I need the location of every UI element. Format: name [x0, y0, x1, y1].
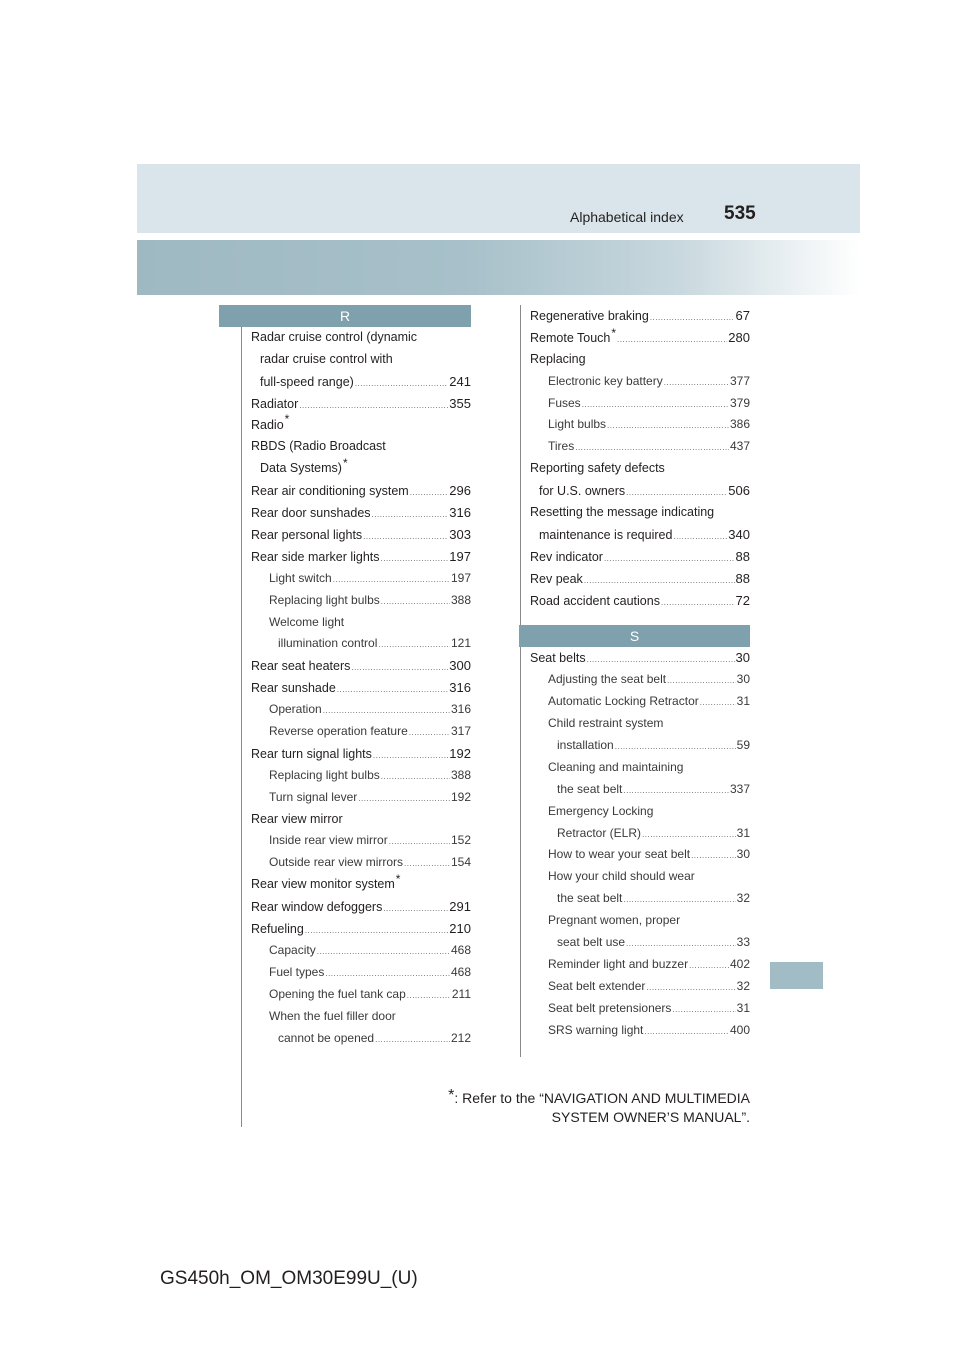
index-entry [530, 998, 750, 1020]
entry-label: Rear sunshade [251, 681, 336, 696]
entry-page: 241 [449, 373, 471, 389]
entry-page: 437 [729, 439, 750, 454]
index-entry [251, 743, 471, 765]
index-entry [530, 823, 750, 845]
entry-page: 31 [736, 694, 750, 709]
entry-page: 303 [449, 527, 471, 543]
index-entry [530, 691, 750, 713]
dot-leader [375, 1029, 450, 1051]
page-title: Alphabetical index [570, 209, 684, 225]
dot-leader [691, 845, 736, 867]
index-entry [530, 436, 750, 458]
entry-label: Resetting the message indicating [530, 505, 715, 520]
entry-label: full-speed range) [260, 374, 354, 389]
dot-leader [337, 679, 449, 701]
entry-label: Replacing [530, 351, 586, 366]
dot-leader [363, 526, 448, 548]
dot-leader [587, 649, 735, 671]
index-list-r-right [530, 305, 750, 611]
index-entry [530, 954, 750, 976]
entry-label: Rear side marker lights [251, 549, 380, 564]
dot-leader [626, 482, 727, 504]
index-entry [251, 962, 471, 984]
index-entry [251, 633, 471, 655]
entry-page: 197 [449, 548, 471, 564]
left-column [219, 305, 471, 1049]
index-heading [530, 349, 750, 371]
index-heading [530, 910, 750, 932]
dot-leader [623, 780, 729, 802]
index-entry [530, 1020, 750, 1042]
index-entry [251, 677, 471, 699]
index-heading [530, 502, 750, 524]
entry-page: 300 [449, 658, 471, 674]
index-entry [251, 852, 471, 874]
dot-leader [372, 504, 449, 526]
entry-label: radar cruise control with [260, 351, 393, 366]
entry-page: 32 [736, 978, 750, 993]
index-entry [251, 393, 471, 415]
entry-label: Refueling [251, 922, 304, 937]
entry-page: 33 [736, 935, 750, 950]
asterisk-mark: * [342, 456, 348, 471]
index-entry [251, 655, 471, 677]
index-entry [530, 590, 750, 612]
entry-page: 402 [729, 956, 750, 971]
entry-label: SRS warning light [548, 1022, 644, 1037]
entry-page: 316 [449, 680, 471, 696]
entry-page: 88 [735, 548, 750, 564]
dot-leader [673, 526, 727, 548]
dot-leader [626, 933, 736, 955]
entry-label: Radiator [251, 396, 299, 411]
index-entry [530, 371, 750, 393]
dot-leader [407, 985, 451, 1007]
index-entry [251, 480, 471, 502]
index-entry [530, 393, 750, 415]
dot-leader [404, 853, 450, 875]
entry-label: Retractor (ELR) [557, 825, 642, 840]
dot-leader [358, 788, 450, 810]
dot-leader [317, 941, 450, 963]
index-entry [530, 976, 750, 998]
entry-label: cannot be opened [278, 1030, 375, 1045]
entry-label: Fuel types [269, 964, 325, 979]
entry-label: Tires [548, 439, 575, 454]
entry-page: 337 [729, 781, 750, 796]
index-entry [530, 305, 750, 327]
index-entry [530, 932, 750, 954]
index-entry [251, 699, 471, 721]
dot-leader [325, 963, 450, 985]
entry-label: maintenance is required [539, 527, 673, 542]
entry-label: Road accident cautions [530, 593, 660, 608]
entry-page: 296 [449, 483, 471, 499]
entry-page: 192 [449, 745, 471, 761]
entry-label: Reporting safety defects [530, 461, 665, 476]
entry-page: 211 [451, 986, 471, 1001]
dot-leader [646, 977, 735, 999]
dot-leader [381, 591, 450, 613]
dot-leader [607, 415, 729, 437]
entry-label: the seat belt [557, 781, 623, 796]
index-entry [530, 480, 750, 502]
entry-page: 210 [449, 921, 471, 937]
dot-leader [661, 592, 735, 614]
entry-label: Regenerative braking [530, 309, 649, 323]
index-entry [251, 502, 471, 524]
entry-page: 32 [736, 891, 750, 906]
entry-page: 316 [450, 702, 471, 717]
index-heading [251, 436, 471, 458]
entry-label: RBDS (Radio Broadcast [251, 439, 386, 454]
dot-leader [305, 920, 448, 942]
index-entry [251, 568, 471, 590]
index-entry [251, 765, 471, 787]
dot-leader [409, 722, 450, 744]
dot-leader [383, 898, 448, 920]
entry-page: 316 [449, 505, 471, 521]
dot-leader [584, 570, 735, 592]
entry-page: 468 [450, 964, 471, 979]
dot-leader [617, 329, 727, 351]
dot-leader [667, 670, 736, 692]
dot-leader [582, 394, 729, 416]
entry-page: 121 [450, 636, 471, 651]
entry-label: Inside rear view mirror [269, 833, 388, 848]
footnote-line1: : Refer to the “NAVIGATION AND MULTIMEDIA [454, 1090, 750, 1106]
entry-label: Opening the fuel tank cap [269, 986, 406, 1001]
index-entry [530, 669, 750, 691]
entry-label: Seat belts [530, 651, 586, 666]
index-entry [530, 546, 750, 568]
entry-label: Radio [251, 417, 284, 432]
dot-leader [373, 745, 448, 767]
index-entry [530, 647, 750, 669]
dot-leader [700, 692, 736, 714]
index-entry [530, 779, 750, 801]
dot-leader [644, 1021, 729, 1043]
index-entry [251, 918, 471, 940]
index-entry [530, 327, 750, 349]
entry-page: 355 [449, 395, 471, 411]
entry-page: 88 [735, 570, 750, 586]
entry-label: Operation [269, 702, 322, 717]
entry-page: 31 [736, 1000, 750, 1015]
entry-page: 197 [450, 570, 471, 585]
index-entry [251, 896, 471, 918]
dot-leader [623, 889, 735, 911]
letter-heading-r: R [219, 305, 471, 327]
index-heading [530, 801, 750, 823]
index-heading [530, 458, 750, 480]
entry-label: Fuses [548, 395, 581, 410]
entry-page: 506 [728, 483, 750, 499]
column-divider [520, 305, 521, 1057]
dot-leader [389, 831, 450, 853]
index-heading [251, 1006, 471, 1028]
entry-label: Light switch [269, 570, 332, 585]
asterisk-mark: * [284, 412, 290, 427]
entry-label: Welcome light [269, 614, 345, 629]
entry-label: Rear view mirror [251, 811, 343, 826]
index-list-r-left [219, 327, 471, 1049]
index-heading [251, 809, 471, 831]
entry-label: Rear window defoggers [251, 900, 383, 915]
entry-label: Rear seat heaters [251, 659, 351, 674]
entry-page: 67 [735, 308, 750, 323]
dot-leader [650, 307, 735, 329]
entry-label: Adjusting the seat belt [548, 672, 667, 687]
index-entry [251, 787, 471, 809]
index-entry [251, 940, 471, 962]
entry-page: 192 [450, 789, 471, 804]
section-thumb-tab [770, 962, 823, 989]
index-heading [530, 866, 750, 888]
index-heading [530, 713, 750, 735]
entry-label: Seat belt pretensioners [548, 1000, 672, 1015]
entry-label: Outside rear view mirrors [269, 855, 404, 870]
dot-leader [672, 999, 735, 1021]
entry-label: Light bulbs [548, 417, 607, 432]
dot-leader [689, 955, 729, 977]
entry-label: Reminder light and buzzer [548, 956, 689, 971]
entry-page: 377 [729, 373, 750, 388]
model-code: GS450h_OM_OM30E99U_(U) [160, 1268, 418, 1289]
entry-label: Rear personal lights [251, 528, 363, 543]
entry-label: Replacing light bulbs [269, 767, 380, 782]
index-entry [251, 984, 471, 1006]
dot-leader [642, 824, 736, 846]
entry-page: 379 [729, 395, 750, 410]
index-entry [251, 590, 471, 612]
entry-label: Rear turn signal lights [251, 746, 372, 761]
entry-label: Child restraint system [548, 716, 664, 731]
dot-leader [378, 634, 450, 656]
right-column [530, 305, 750, 1042]
index-heading [251, 874, 471, 896]
index-entry [251, 371, 471, 393]
entry-label: Turn signal lever [269, 789, 358, 804]
entry-label: Remote Touch* [530, 325, 617, 345]
index-entry [251, 1028, 471, 1050]
entry-label: Reverse operation feature [269, 724, 408, 739]
entry-page: 59 [736, 738, 750, 753]
entry-label: Rev peak [530, 571, 583, 586]
entry-label: Data Systems) [260, 461, 342, 476]
dot-leader [604, 548, 735, 570]
entry-label: Rev indicator [530, 549, 603, 564]
index-entry [530, 568, 750, 590]
entry-label: the seat belt [557, 891, 623, 906]
entry-label: When the fuel filler door [269, 1008, 396, 1023]
index-heading [251, 458, 471, 480]
entry-label: seat belt use [557, 935, 626, 950]
entry-label: Radar cruise control (dynamic [251, 330, 418, 344]
index-heading [530, 757, 750, 779]
index-list-s [530, 647, 750, 1041]
dot-leader [299, 395, 448, 417]
index-heading [251, 327, 471, 349]
entry-page: 30 [736, 847, 750, 862]
entry-page: 388 [450, 592, 471, 607]
entry-page: 340 [728, 526, 750, 542]
page-number: 535 [724, 203, 756, 224]
entry-label: Electronic key battery [548, 373, 663, 388]
dot-leader [410, 482, 449, 504]
asterisk-mark: * [611, 325, 617, 340]
index-heading [251, 412, 471, 437]
index-entry [251, 721, 471, 743]
dot-leader [575, 437, 729, 459]
dot-leader [333, 569, 450, 591]
entry-label: How to wear your seat belt [548, 847, 691, 862]
entry-label: Cleaning and maintaining [548, 759, 684, 774]
entry-page: 30 [736, 672, 750, 687]
entry-label: How your child should wear [548, 869, 695, 884]
entry-page: 72 [735, 592, 750, 608]
index-entry [530, 524, 750, 546]
dot-leader [351, 657, 448, 679]
entry-label: Rear air conditioning system [251, 484, 409, 499]
asterisk-mark: * [395, 872, 401, 887]
dot-leader [323, 700, 450, 722]
index-heading [251, 349, 471, 371]
dot-leader [615, 736, 736, 758]
index-entry [251, 830, 471, 852]
entry-label: for U.S. owners [539, 484, 626, 499]
entry-label: illumination control [278, 636, 378, 651]
entry-page: 400 [729, 1022, 750, 1037]
index-entry [530, 844, 750, 866]
index-entry [530, 414, 750, 436]
entry-page: 30 [735, 650, 750, 666]
index-heading [251, 612, 471, 634]
entry-page: 317 [450, 724, 471, 739]
entry-page: 280 [728, 329, 750, 345]
entry-label: Automatic Locking Retractor [548, 694, 699, 709]
index-entry [530, 735, 750, 757]
entry-label: Rear door sunshades [251, 506, 371, 521]
index-entry [530, 888, 750, 910]
footnote-line2: SYSTEM OWNER’S MANUAL”. [551, 1109, 750, 1125]
entry-page: 212 [450, 1030, 471, 1045]
entry-label: Replacing light bulbs [269, 592, 380, 607]
entry-label: Rear view monitor system [251, 877, 395, 892]
entry-page: 31 [736, 825, 750, 840]
index-entry [251, 546, 471, 568]
entry-page: 468 [450, 942, 471, 957]
dot-leader [355, 373, 448, 395]
dot-leader [381, 548, 449, 570]
letter-heading-s: S [519, 625, 750, 647]
entry-label: Emergency Locking [548, 803, 654, 818]
entry-page: 154 [450, 855, 471, 870]
footnote [380, 1086, 750, 1127]
entry-label: Capacity [269, 942, 316, 957]
footnote-symbol: * [448, 1087, 455, 1104]
dot-leader [381, 766, 450, 788]
entry-label: installation [557, 738, 614, 753]
entry-label: Seat belt extender [548, 978, 646, 993]
decorative-band [137, 240, 860, 295]
entry-page: 388 [450, 767, 471, 782]
dot-leader [664, 372, 729, 394]
entry-page: 386 [729, 417, 750, 432]
entry-label: Pregnant women, proper [548, 913, 681, 928]
entry-page: 291 [449, 899, 471, 915]
entry-page: 152 [450, 833, 471, 848]
index-entry [251, 524, 471, 546]
